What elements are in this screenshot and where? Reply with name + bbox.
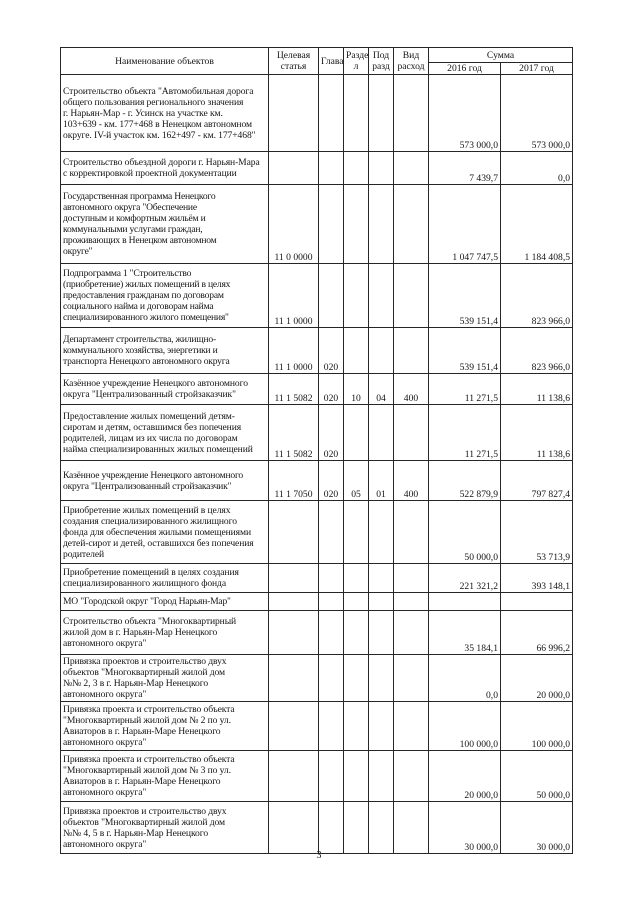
header-subsection-line: Под: [372, 50, 390, 61]
chapter-cell: [319, 501, 344, 564]
section-cell: [344, 751, 369, 802]
object-name-line: округа "Централизованный стройзаказчик": [63, 389, 236, 400]
object-name-line: Казённое учреждение Ненецкого автономного: [63, 378, 248, 389]
expense-type-cell: 400: [394, 461, 429, 501]
object-name-line: Строительство объекта "Автомобильная дорога: [63, 85, 254, 97]
subsection-cell: [369, 802, 394, 854]
chapter-cell: 020: [319, 405, 344, 461]
amount-2017-cell: 823 966,0: [501, 328, 573, 374]
table-row: [61, 264, 573, 328]
object-name-line: Привязка проекта и строительство объекта: [63, 704, 235, 715]
amount-2016-cell: 30 000,0: [429, 802, 501, 854]
expense-type-cell: [394, 611, 429, 655]
subsection-cell: [369, 328, 394, 374]
header-target-article-line: Целевая: [276, 50, 311, 61]
subsection-cell: 04: [369, 374, 394, 405]
subsection-cell: [369, 185, 394, 264]
object-name-line: округа "Централизованный стройзаказчик": [63, 480, 232, 492]
header-section-line: л: [353, 61, 359, 72]
subsection-cell: [369, 593, 394, 611]
amount-2016-cell: 539 151,4: [429, 328, 501, 374]
chapter-cell: [319, 185, 344, 264]
target-article-cell: [269, 802, 319, 854]
header-sum-label: Сумма: [486, 49, 515, 61]
expense-type-cell: [394, 655, 429, 702]
object-name-line: Департамент строительства, жилищно-: [63, 334, 216, 345]
target-article-cell: [269, 655, 319, 702]
object-name-line: Строительство объекта "Многоквартирный: [63, 616, 237, 627]
object-name-line: автономного округа": [63, 689, 147, 700]
object-name-cell: [61, 75, 269, 152]
amount-2017-cell: 11 138,6: [501, 374, 573, 405]
table-row: [61, 564, 573, 593]
target-article-cell: [269, 564, 319, 593]
expense-type-cell: [394, 152, 429, 185]
header-target-article-line: статья: [280, 61, 307, 72]
amount-2016-cell: 0,0: [429, 655, 501, 702]
amount-2017-cell: 393 148,1: [501, 564, 573, 593]
chapter-cell: [319, 264, 344, 328]
object-name-line: коммунальными услугами граждан,: [63, 224, 203, 235]
object-name-line: г. Нарьян-Мар - г. Усинск на участке км.: [63, 107, 223, 119]
expense-type-cell: [394, 185, 429, 264]
object-name-line: Предоставление жилых помещений детям-: [63, 410, 235, 422]
table-row: [61, 501, 573, 564]
object-name-cell: [61, 751, 269, 802]
object-name-line: специализированного жилого помещения": [63, 312, 229, 323]
section-cell: [344, 75, 369, 152]
object-name-cell: [61, 655, 269, 702]
section-cell: [344, 152, 369, 185]
amount-2017-cell: 0,0: [501, 152, 573, 185]
amount-2017-cell: 20 000,0: [501, 655, 573, 702]
object-name-line: Приобретение помещений в целях создания: [63, 567, 239, 578]
header-object-name: [61, 48, 269, 75]
object-name-line: Казённое учреждение Ненецкого автономного: [63, 469, 243, 481]
chapter-cell: 020: [319, 374, 344, 405]
amount-2016-cell: 100 000,0: [429, 702, 501, 751]
table-row: [61, 374, 573, 405]
header-section: [344, 48, 369, 75]
chapter-cell: 020: [319, 461, 344, 501]
object-name-cell: [61, 405, 269, 461]
object-name-line: фонда для обеспечения жилыми помещениями: [63, 526, 251, 538]
header-chapter: [319, 48, 344, 75]
header-subsection: [369, 48, 394, 75]
table-header: [61, 48, 573, 75]
target-article-cell: [269, 593, 319, 611]
amount-2016-cell: 1 047 747,5: [429, 185, 501, 264]
object-name-line: №№ 2, 3 в г. Нарьян-Мар Ненецкого: [63, 678, 209, 689]
header-section-line: Разде: [346, 50, 369, 61]
header-subsection-line: разд: [372, 61, 390, 72]
object-name-line: "Многоквартирный жилой дом № 3 по ул.: [63, 765, 231, 776]
subsection-cell: [369, 702, 394, 751]
section-cell: 05: [344, 461, 369, 501]
object-name-line: Авиаторов в г. Нарьян-Маре Ненецкого: [63, 776, 221, 787]
object-name-cell: [61, 564, 269, 593]
object-name-line: автономного округа": [63, 638, 147, 649]
table-row: [61, 593, 573, 611]
chapter-cell: [319, 152, 344, 185]
subsection-cell: 01: [369, 461, 394, 501]
target-article-cell: 11 1 5082: [269, 405, 319, 461]
subsection-cell: [369, 501, 394, 564]
chapter-cell: 020: [319, 328, 344, 374]
object-name-cell: [61, 593, 269, 611]
expense-type-cell: [394, 802, 429, 854]
section-cell: [344, 328, 369, 374]
target-article-cell: 11 1 0000: [269, 264, 319, 328]
expense-type-cell: [394, 751, 429, 802]
object-name-line: общего пользования регионального значения: [63, 96, 244, 108]
target-article-cell: [269, 751, 319, 802]
target-article-cell: 11 0 0000: [269, 185, 319, 264]
object-name-line: родителей: [63, 548, 105, 560]
object-name-line: округе. IV-й участок км. 162+497 - км. 177+468": [63, 129, 256, 141]
expense-type-cell: [394, 593, 429, 611]
amount-2017-cell: 66 996,2: [501, 611, 573, 655]
object-name-line: родителей, лицам из их числа по договорам: [63, 432, 238, 444]
subsection-cell: [369, 152, 394, 185]
amount-2017-cell: 823 966,0: [501, 264, 573, 328]
section-cell: [344, 702, 369, 751]
table-row: [61, 751, 573, 802]
expense-type-cell: [394, 75, 429, 152]
object-name-line: создания специализированного жилищного: [63, 515, 237, 527]
amount-2017-cell: 1 184 408,5: [501, 185, 573, 264]
chapter-cell: [319, 611, 344, 655]
table-row: [61, 75, 573, 152]
header-target-article: [269, 48, 319, 75]
object-name-line: 103+639 - км. 177+468 в Ненецком автономном: [63, 118, 252, 130]
table-row: [61, 185, 573, 264]
expense-type-cell: [394, 564, 429, 593]
object-name-line: Привязка проектов и строительство двух: [63, 805, 227, 817]
target-article-cell: 11 1 0000: [269, 328, 319, 374]
object-name-line: доступным и комфортным жильём и: [63, 213, 206, 224]
section-cell: [344, 501, 369, 564]
expense-type-cell: [394, 405, 429, 461]
header-object-name-label: Наименование объектов: [115, 55, 214, 67]
object-name-line: №№ 4, 5 в г. Нарьян-Мар Ненецкого: [63, 827, 209, 839]
object-name-line: Государственная программа Ненецкого: [63, 191, 216, 202]
object-name-line: Привязка проекта и строительство объекта: [63, 754, 235, 765]
table-row: [61, 461, 573, 501]
expense-type-cell: [394, 328, 429, 374]
object-name-line: проживающих в Ненецком автономном: [63, 235, 217, 246]
target-article-cell: [269, 75, 319, 152]
target-article-cell: [269, 152, 319, 185]
header-expense-type-line: расход: [397, 61, 425, 72]
section-cell: 10: [344, 374, 369, 405]
object-name-line: Строительство объездной дороги г. Нарьян-Мара: [63, 157, 260, 168]
table-row: [61, 611, 573, 655]
object-name-line: детей-сирот и детей, оставшихся без попечения: [63, 537, 254, 549]
object-name-cell: [61, 702, 269, 751]
amount-2016-cell: 7 439,7: [429, 152, 501, 185]
expense-type-cell: [394, 264, 429, 328]
target-article-cell: 11 1 5082: [269, 374, 319, 405]
section-cell: [344, 564, 369, 593]
target-article-cell: 11 1 7050: [269, 461, 319, 501]
object-name-line: "Многоквартирный жилой дом № 2 по ул.: [63, 715, 231, 726]
amount-2016-cell: 221 321,2: [429, 564, 501, 593]
amount-2016-cell: 50 000,0: [429, 501, 501, 564]
object-name-line: специализированного жилищного фонда: [63, 578, 226, 589]
amount-2016-cell: 11 271,5: [429, 374, 501, 405]
object-name-line: автономного округа": [63, 737, 147, 748]
subsection-cell: [369, 655, 394, 702]
amount-2016-cell: 11 271,5: [429, 405, 501, 461]
subsection-cell: [369, 564, 394, 593]
amount-2017-cell: 100 000,0: [501, 702, 573, 751]
table-row: [61, 152, 573, 185]
table-row: [61, 655, 573, 702]
object-name-line: Приобретение жилых помещений в целях: [63, 504, 231, 516]
expense-type-cell: [394, 501, 429, 564]
expense-type-cell: [394, 702, 429, 751]
object-name-line: найма специализированных жилых помещений: [63, 443, 253, 455]
chapter-cell: [319, 75, 344, 152]
object-name-cell: [61, 461, 269, 501]
object-name-line: Привязка проектов и строительство двух: [63, 656, 227, 667]
amount-2016-cell: 573 000,0: [429, 75, 501, 152]
object-name-line: объектов "Многоквартирный жилой дом: [63, 667, 226, 678]
section-cell: [344, 802, 369, 854]
object-name-line: Подпрограмма 1 "Строительство: [63, 268, 192, 279]
object-name-line: социального найма и договорам найма: [63, 301, 214, 312]
amount-2017-cell: 11 138,6: [501, 405, 573, 461]
table-row: [61, 802, 573, 854]
object-name-line: предоставления гражданам по договорам: [63, 290, 224, 301]
header-expense-type: [394, 48, 429, 75]
object-name-cell: [61, 152, 269, 185]
chapter-cell: [319, 702, 344, 751]
section-cell: [344, 593, 369, 611]
subsection-cell: [369, 751, 394, 802]
header-sum: [429, 48, 573, 63]
amount-2016-cell: [429, 593, 501, 611]
object-name-cell: [61, 501, 269, 564]
chapter-cell: [319, 751, 344, 802]
object-name-line: с корректировкой проектной документации: [63, 168, 237, 179]
chapter-cell: [319, 593, 344, 611]
object-name-cell: [61, 611, 269, 655]
object-name-line: округе": [63, 246, 93, 257]
page-number: 3: [316, 850, 322, 861]
object-name-line: автономного округа": [63, 787, 147, 798]
amount-2017-cell: [501, 593, 573, 611]
object-name-cell: [61, 264, 269, 328]
expense-type-cell: 400: [394, 374, 429, 405]
chapter-cell: [319, 802, 344, 854]
subsection-cell: [369, 611, 394, 655]
amount-2017-cell: 573 000,0: [501, 75, 573, 152]
header-row: [61, 48, 573, 63]
target-article-cell: [269, 702, 319, 751]
amount-2016-cell: 35 184,1: [429, 611, 501, 655]
table-row: [61, 702, 573, 751]
section-cell: [344, 264, 369, 328]
subsection-cell: [369, 264, 394, 328]
header-year-2017: 2017 год: [501, 63, 573, 75]
section-cell: [344, 611, 369, 655]
header-expense-type-line: Вид: [402, 50, 420, 61]
budget-table: [60, 47, 573, 854]
object-name-line: МО "Городской округ "Город Нарьян-Мар": [63, 596, 231, 607]
object-name-cell: [61, 328, 269, 374]
section-cell: [344, 185, 369, 264]
section-cell: [344, 655, 369, 702]
amount-2017-cell: 53 713,9: [501, 501, 573, 564]
object-name-line: объектов "Многоквартирный жилой дом: [63, 816, 226, 828]
target-article-cell: [269, 501, 319, 564]
object-name-cell: [61, 185, 269, 264]
amount-2016-cell: 20 000,0: [429, 751, 501, 802]
amount-2017-cell: 797 827,4: [501, 461, 573, 501]
chapter-cell: [319, 564, 344, 593]
object-name-cell: [61, 802, 269, 854]
table-row: [61, 405, 573, 461]
object-name-line: Авиаторов в г. Нарьян-Маре Ненецкого: [63, 726, 221, 737]
object-name-line: автономного округа "Обеспечение: [63, 202, 197, 213]
table-body: [61, 75, 573, 854]
object-name-line: жилой дом в г. Нарьян-Мар Ненецкого: [63, 627, 218, 638]
chapter-cell: [319, 655, 344, 702]
header-year-2016: 2016 год: [429, 63, 501, 75]
object-name-line: автономного округа": [63, 838, 147, 850]
table-row: [61, 328, 573, 374]
subsection-cell: [369, 75, 394, 152]
object-name-cell: [61, 374, 269, 405]
object-name-line: транспорта Ненецкого автономного округа: [63, 356, 230, 367]
amount-2017-cell: 30 000,0: [501, 802, 573, 854]
amount-2017-cell: 50 000,0: [501, 751, 573, 802]
object-name-line: коммунального хозяйства, энергетики и: [63, 345, 218, 356]
target-article-cell: [269, 611, 319, 655]
amount-2016-cell: 522 879,9: [429, 461, 501, 501]
amount-2016-cell: 539 151,4: [429, 264, 501, 328]
object-name-line: сиротам и детям, оставшимся без попечения: [63, 421, 242, 433]
header-chapter-label: Глава: [321, 55, 344, 67]
subsection-cell: [369, 405, 394, 461]
object-name-line: (приобретение) жилых помещений в целях: [63, 279, 231, 290]
section-cell: [344, 405, 369, 461]
